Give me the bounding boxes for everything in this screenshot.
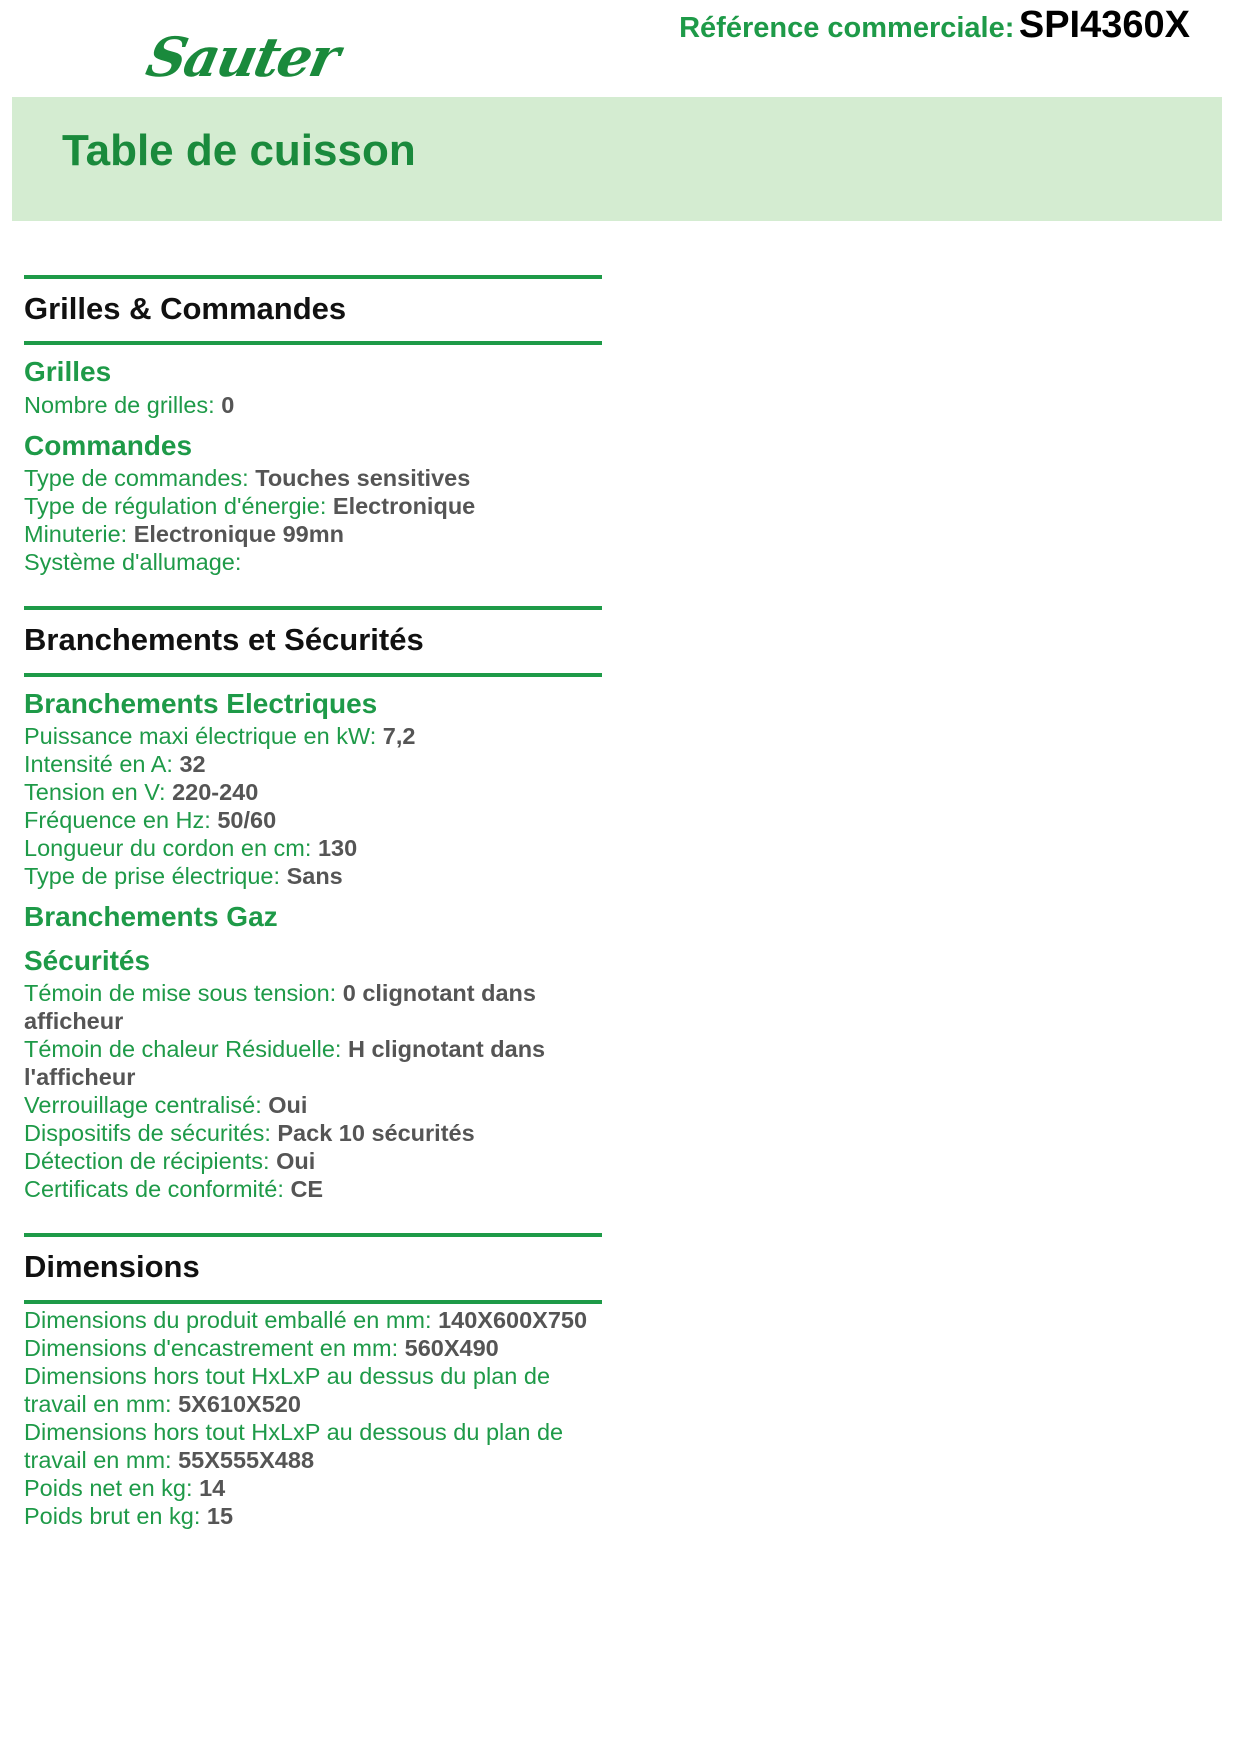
section-title: Grilles & Commandes (24, 275, 602, 345)
spec-row (24, 778, 602, 806)
reference-value: SPI4360X (1018, 4, 1190, 46)
spec-label: Témoin de mise sous tension: (24, 980, 337, 1007)
spec-label: Poids brut en kg: (24, 1502, 201, 1529)
spec-value: 14 (199, 1474, 226, 1501)
spec-label: Détection de récipients: (24, 1148, 270, 1175)
spec-sheet (24, 275, 602, 1530)
spec-label: Fréquence en Hz: (24, 807, 211, 834)
group-title: Branchements Electriques (24, 687, 378, 719)
spec-label: Longueur du cordon en cm: (24, 835, 312, 862)
spec-label: Dimensions du produit emballé en mm: (24, 1306, 432, 1333)
spec-label: Type de commandes: (24, 465, 249, 492)
commercial-reference (679, 4, 1190, 47)
spec-label: Type de régulation d'énergie: (24, 493, 327, 520)
spec-row (24, 750, 602, 778)
spec-label: Témoin de chaleur Résiduelle: (24, 1036, 342, 1063)
spec-label: Intensité en A: (24, 751, 173, 778)
spec-row (24, 391, 602, 419)
spec-value: 0 (221, 391, 235, 418)
spec-value: 5X610X520 (178, 1390, 301, 1417)
spec-row (24, 1175, 602, 1203)
spec-value: CE (290, 1176, 324, 1203)
spec-row (24, 722, 602, 750)
spec-value: 140X600X750 (438, 1306, 588, 1333)
section-title: Dimensions (24, 1233, 602, 1303)
spec-label: Tension en V: (24, 779, 166, 806)
spec-value: 220-240 (172, 779, 259, 806)
spec-row (24, 834, 602, 862)
spec-row (24, 1147, 602, 1175)
spec-label: Dispositifs de sécurités: (24, 1120, 271, 1147)
spec-row (24, 979, 602, 1035)
brand-wordmark: Sauter (141, 25, 344, 89)
spec-row (24, 520, 602, 548)
spec-label: Verrouillage centralisé: (24, 1092, 262, 1119)
spec-row (24, 1474, 602, 1502)
spec-row (24, 1091, 602, 1119)
spec-row (24, 492, 602, 520)
section-branchements-securites (24, 606, 602, 1203)
spec-value: 560X490 (404, 1334, 499, 1361)
spec-label: Minuterie: (24, 521, 128, 548)
spec-row (24, 548, 602, 576)
group-title: Branchements Gaz (24, 901, 278, 933)
spec-value: 32 (179, 751, 206, 778)
spec-row (24, 1119, 602, 1147)
group-title: Grilles (24, 356, 112, 388)
spec-row (24, 1502, 602, 1530)
spec-value: Oui (268, 1092, 308, 1119)
spec-row (24, 464, 602, 492)
spec-row (24, 806, 602, 834)
page-title: Table de cuisson (62, 126, 416, 175)
spec-value: Sans (286, 863, 343, 890)
spec-row (24, 862, 602, 890)
spec-value: Electronique 99mn (133, 521, 344, 548)
section-grilles-commandes (24, 275, 602, 576)
spec-value: 0 clignotant dans afficheur (24, 980, 536, 1035)
spec-label: Certificats de conformité: (24, 1176, 284, 1203)
spec-value: Pack 10 sécurités (277, 1120, 475, 1147)
spec-value: 55X555X488 (178, 1446, 315, 1473)
spec-row (24, 1362, 602, 1418)
spec-row (24, 1306, 602, 1334)
spec-row (24, 1035, 602, 1091)
spec-label: Dimensions hors tout HxLxP au dessous du plan de travail en mm: (24, 1418, 564, 1473)
spec-label: Nombre de grilles: (24, 391, 215, 418)
section-title: Branchements et Sécurités (24, 606, 602, 676)
group-title: Sécurités (24, 944, 151, 976)
spec-value: 50/60 (217, 807, 277, 834)
sauter-logo (141, 22, 368, 92)
section-dimensions (24, 1233, 602, 1529)
spec-value: 15 (206, 1502, 234, 1529)
spec-value: 130 (317, 835, 358, 862)
spec-row (24, 1418, 602, 1474)
spec-value: 7,2 (382, 723, 416, 750)
spec-value: Oui (276, 1148, 316, 1175)
spec-value: Electronique (332, 493, 476, 520)
spec-value: Touches sensitives (255, 465, 471, 492)
group-title: Commandes (24, 429, 193, 461)
spec-label: Dimensions hors tout HxLxP au dessus du plan de travail en mm: (24, 1362, 551, 1417)
spec-label: Poids net en kg: (24, 1474, 193, 1501)
spec-label: Type de prise électrique: (24, 863, 281, 890)
title-banner (12, 97, 1222, 221)
spec-label: Dimensions d'encastrement en mm: (24, 1334, 399, 1361)
spec-label: Puissance maxi électrique en kW: (24, 723, 377, 750)
spec-row (24, 1334, 602, 1362)
reference-label: Référence commerciale: (679, 12, 1015, 44)
spec-value: H clignotant dans l'afficheur (24, 1036, 546, 1091)
spec-label: Système d'allumage: (24, 549, 242, 576)
